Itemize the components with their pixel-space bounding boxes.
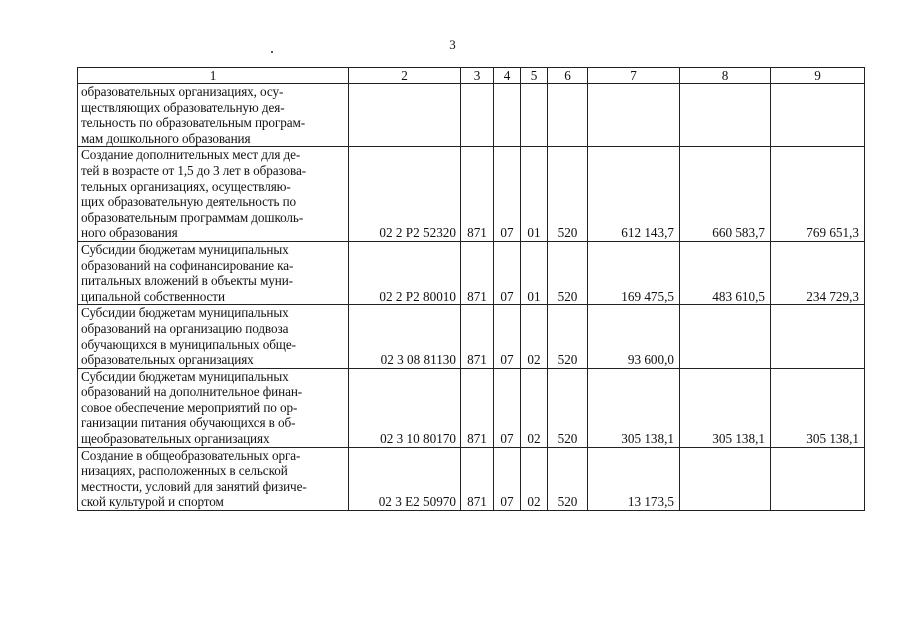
row-c5: 01 [521, 147, 548, 242]
row-code: 02 2 P2 52320 [349, 147, 461, 242]
row-name-line: ного образования [81, 225, 178, 241]
row-name-line: образований на софинансирование ка- [81, 257, 294, 273]
row-code [349, 84, 461, 147]
row-v7: 93 600,0 [588, 305, 680, 368]
row-name [78, 147, 349, 242]
table-row [78, 84, 865, 147]
row-v7: 612 143,7 [588, 147, 680, 242]
row-name-line: образовательным программам дошколь- [81, 209, 304, 225]
row-name-line: щеобразовательных организациях [81, 431, 270, 447]
row-v9: 305 138,1 [771, 368, 865, 447]
row-name [78, 447, 349, 510]
row-code: 02 3 08 81130 [349, 305, 461, 368]
row-c5: 02 [521, 305, 548, 368]
row-name [78, 368, 349, 447]
row-c4: 07 [494, 368, 521, 447]
col-header: 5 [521, 68, 548, 84]
scan-dot [271, 51, 273, 53]
row-v7 [588, 84, 680, 147]
row-c5: 02 [521, 368, 548, 447]
row-c5: 01 [521, 241, 548, 304]
col-header: 8 [680, 68, 771, 84]
row-name-line: Субсидии бюджетам муниципальных [81, 368, 289, 384]
budget-table [77, 67, 865, 511]
header-row [78, 68, 865, 84]
row-name-line: ганизации питания обучающихся в об- [81, 415, 296, 431]
row-c6: 520 [548, 241, 588, 304]
row-v9 [771, 447, 865, 510]
row-name-line: образований на организацию подвоза [81, 320, 289, 336]
row-v9: 234 729,3 [771, 241, 865, 304]
col-header: 7 [588, 68, 680, 84]
row-c3: 871 [461, 147, 494, 242]
row-v8 [680, 447, 771, 510]
col-header: 9 [771, 68, 865, 84]
row-c4: 07 [494, 147, 521, 242]
row-name-line: тельность по образовательным програм- [81, 115, 306, 131]
table-row [78, 368, 865, 447]
row-c6: 520 [548, 447, 588, 510]
table-row [78, 447, 865, 510]
row-name-line: питальных вложений в объекты муни- [81, 273, 293, 289]
row-name [78, 84, 349, 147]
row-name [78, 305, 349, 368]
row-v8 [680, 84, 771, 147]
row-c4: 07 [494, 305, 521, 368]
row-name-line: образований на дополнительное финан- [81, 384, 303, 400]
col-header: 1 [78, 68, 349, 84]
row-c3: 871 [461, 241, 494, 304]
row-c6: 520 [548, 368, 588, 447]
col-header: 3 [461, 68, 494, 84]
row-c5: 02 [521, 447, 548, 510]
row-name-line: мам дошкольного образования [81, 130, 251, 146]
row-v8: 483 610,5 [680, 241, 771, 304]
row-c4: 07 [494, 447, 521, 510]
row-code: 02 3 10 80170 [349, 368, 461, 447]
row-c3: 871 [461, 368, 494, 447]
row-name-line: образовательных организациях [81, 352, 254, 368]
row-name-line: образовательных организациях, осу- [81, 84, 284, 99]
row-name-line: ской культурой и спортом [81, 494, 224, 510]
row-name-line: тей в возрасте от 1,5 до 3 лет в образова- [81, 162, 306, 178]
row-c3: 871 [461, 305, 494, 368]
row-name-line: щих образовательную деятельность по [81, 194, 297, 210]
table-row [78, 147, 865, 242]
row-v8: 305 138,1 [680, 368, 771, 447]
row-v7: 13 173,5 [588, 447, 680, 510]
row-v9 [771, 84, 865, 147]
row-c6 [548, 84, 588, 147]
row-v8: 660 583,7 [680, 147, 771, 242]
row-v8 [680, 305, 771, 368]
row-name-line: Субсидии бюджетам муниципальных [81, 305, 289, 321]
row-v9: 769 651,3 [771, 147, 865, 242]
row-name-line: ципальной собственности [81, 288, 225, 304]
row-code: 02 2 P2 80010 [349, 241, 461, 304]
col-header: 4 [494, 68, 521, 84]
row-name-line: местности, условий для занятий физиче- [81, 478, 307, 494]
row-name [78, 241, 349, 304]
row-v9 [771, 305, 865, 368]
row-c5 [521, 84, 548, 147]
page-number: 3 [449, 37, 456, 52]
table-row [78, 241, 865, 304]
row-name-line: Субсидии бюджетам муниципальных [81, 241, 289, 257]
col-header: 6 [548, 68, 588, 84]
row-name-line: совое обеспечение мероприятий по ор- [81, 399, 298, 415]
row-c6: 520 [548, 305, 588, 368]
row-name-line: Создание в общеобразовательных орга- [81, 447, 301, 463]
row-c3 [461, 84, 494, 147]
table-row [78, 305, 865, 368]
row-v7: 305 138,1 [588, 368, 680, 447]
row-name-line: ществляющих образовательную дея- [81, 99, 285, 115]
row-v7: 169 475,5 [588, 241, 680, 304]
row-c4 [494, 84, 521, 147]
row-c6: 520 [548, 147, 588, 242]
row-name-line: тельных организациях, осуществляю- [81, 178, 291, 194]
row-code: 02 3 E2 50970 [349, 447, 461, 510]
col-header: 2 [349, 68, 461, 84]
row-name-line: обучающихся в муниципальных обще- [81, 336, 296, 352]
row-name-line: низациях, расположенных в сельской [81, 463, 288, 479]
row-c4: 07 [494, 241, 521, 304]
row-c3: 871 [461, 447, 494, 510]
row-name-line: Создание дополнительных мест для де- [81, 147, 301, 163]
